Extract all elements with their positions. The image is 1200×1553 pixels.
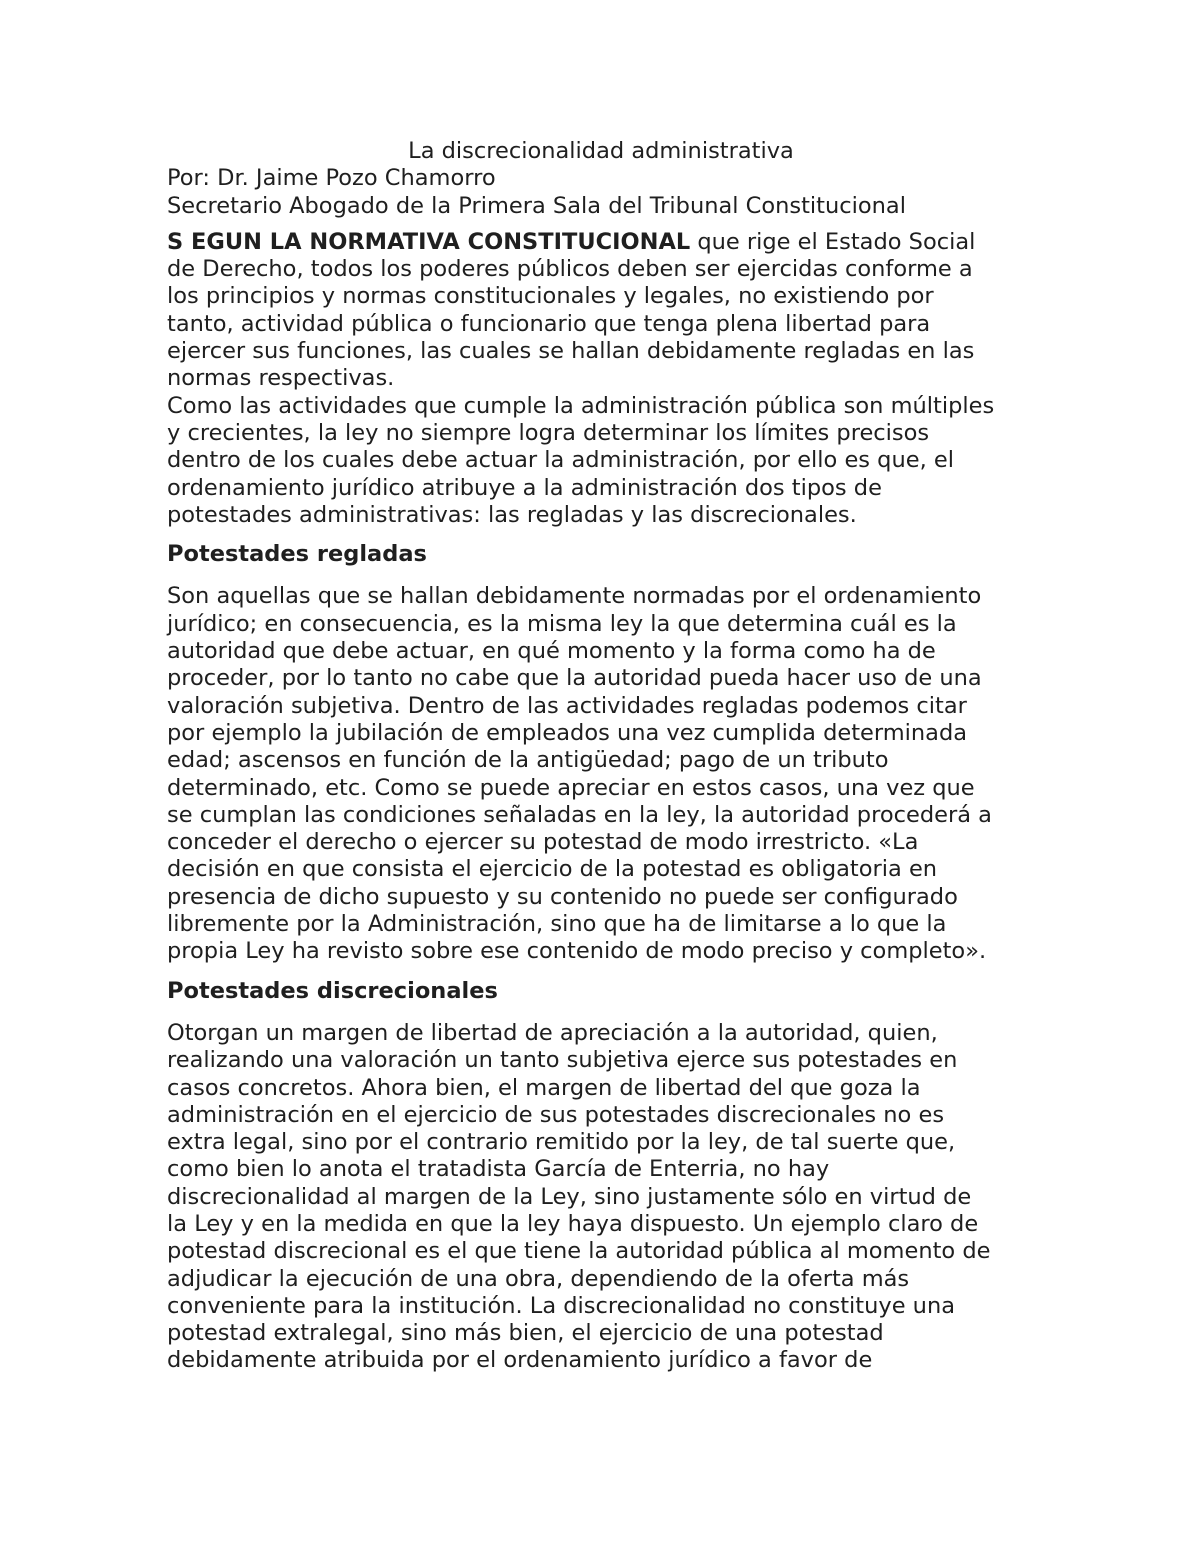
paragraph-2-line-3: ordenamiento jurídico atribuye a la administración dos tipos de (167, 474, 882, 501)
discrecionales-line-8: potestad discrecional es el que tiene la autoridad pública al momento de (167, 1238, 991, 1265)
discrecionales-line-1: realizando una valoración un tanto subjetiva ejerce sus potestades en (167, 1047, 958, 1074)
intro-line-2: los principios y normas constitucionales y legales, no existiendo por (167, 283, 934, 310)
intro-line-3: tanto, actividad pública o funcionario que tenga plena libertad para (167, 310, 931, 337)
regladas-line-5: por ejemplo la jubilación de empleados una vez cumplida determinada (167, 719, 968, 746)
discrecionales-line-5: como bien lo anota el tratadista García de Enterria, no hay (167, 1156, 830, 1183)
discrecionales-line-11: potestad extralegal, sino más bien, el ejercicio de una potestad (167, 1320, 884, 1347)
regladas-line-9: conceder el derecho o ejercer su potestad de modo irrestricto. «La (167, 829, 919, 856)
paragraph-2-line-2: dentro de los cuales debe actuar la administración, por ello es que, el (167, 447, 954, 474)
discrecionales-line-10: conveniente para la institución. La discrecionalidad no constituye una (167, 1292, 955, 1319)
document-page (167, 138, 1035, 1375)
regladas-line-0: Son aquellas que se hallan debidamente normadas por el ordenamiento (167, 583, 982, 610)
section-discrecionales-paragraph (167, 1020, 1035, 1375)
paragraph-2-line-0: Como las actividades que cumple la administración pública son múltiples (167, 392, 995, 419)
regladas-line-1: jurídico; en consecuencia, es la misma ley la que determina cuál es la (167, 610, 957, 637)
regladas-line-6: edad; ascensos en función de la antigüedad; pago de un tributo (167, 747, 889, 774)
regladas-line-13: propia Ley ha revisto sobre ese contenido de modo preciso y completo». (167, 938, 987, 965)
discrecionales-line-4: extra legal, sino por el contrario remitido por la ley, de tal suerte que, (167, 1129, 956, 1156)
paragraph-2-line-1: y crecientes, la ley no siempre logra determinar los límites precisos (167, 419, 930, 446)
paragraph-2-line-4: potestades administrativas: las regladas y las discrecionales. (167, 501, 857, 528)
regladas-line-12: libremente por la Administración, sino que ha de limitarse a lo que la (167, 911, 947, 938)
regladas-line-10: decisión en que consista el ejercicio de la potestad es obligatoria en (167, 856, 938, 883)
discrecionales-line-3: administración en el ejercicio de sus potestades discrecionales no es (167, 1101, 945, 1128)
discrecionales-line-9: adjudicar la ejecución de una obra, dependiendo de la oferta más (167, 1265, 910, 1292)
text-line (167, 229, 1035, 256)
intro-line-1: de Derecho, todos los poderes públicos deben ser ejercidas conforme a (167, 256, 973, 283)
section-heading-discrecionales: Potestades discrecionales (167, 977, 498, 1004)
author-block (167, 165, 1035, 220)
intro-bold-lead: S EGUN LA NORMATIVA CONSTITUCIONAL (167, 228, 691, 255)
intro-line-5: normas respectivas. (167, 365, 395, 392)
intro-line-0: que rige el Estado Social (690, 228, 976, 255)
regladas-line-11: presencia de dicho supuesto y su contenido no puede ser configurado (167, 883, 958, 910)
regladas-line-7: determinado, etc. Como se puede apreciar en estos casos, una vez que (167, 774, 975, 801)
discrecionales-line-6: discrecionalidad al margen de la Ley, sino justamente sólo en virtud de (167, 1183, 972, 1210)
discrecionales-line-12: debidamente atribuida por el ordenamiento jurídico a favor de (167, 1347, 873, 1374)
intro-line-4: ejercer sus funciones, las cuales se hallan debidamente regladas en las (167, 338, 975, 365)
discrecionales-line-0: Otorgan un margen de libertad de apreciación a la autoridad, quien, (167, 1019, 938, 1046)
section-heading-regladas: Potestades regladas (167, 541, 427, 568)
regladas-line-4: valoración subjetiva. Dentro de las actividades regladas podemos citar (167, 692, 967, 719)
regladas-line-3: proceder, por lo tanto no cabe que la autoridad pueda hacer uso de una (167, 665, 982, 692)
intro-paragraph (167, 229, 1035, 393)
author-line: Por: Dr. Jaime Pozo Chamorro (167, 165, 496, 192)
discrecionales-line-7: la Ley y en la medida en que la ley haya dispuesto. Un ejemplo claro de (167, 1210, 979, 1237)
document-title: La discrecionalidad administrativa (408, 138, 794, 164)
section-regladas-paragraph (167, 583, 1035, 965)
discrecionales-line-2: casos concretos. Ahora bien, el margen de libertad del que goza la (167, 1074, 921, 1101)
regladas-line-8: se cumplan las condiciones señaladas en la ley, la autoridad procederá a (167, 801, 992, 828)
regladas-line-2: autoridad que debe actuar, en qué momento y la forma como ha de (167, 638, 936, 665)
paragraph-2 (167, 393, 1035, 529)
author-role-line: Secretario Abogado de la Primera Sala del Tribunal Constitucional (167, 192, 906, 219)
